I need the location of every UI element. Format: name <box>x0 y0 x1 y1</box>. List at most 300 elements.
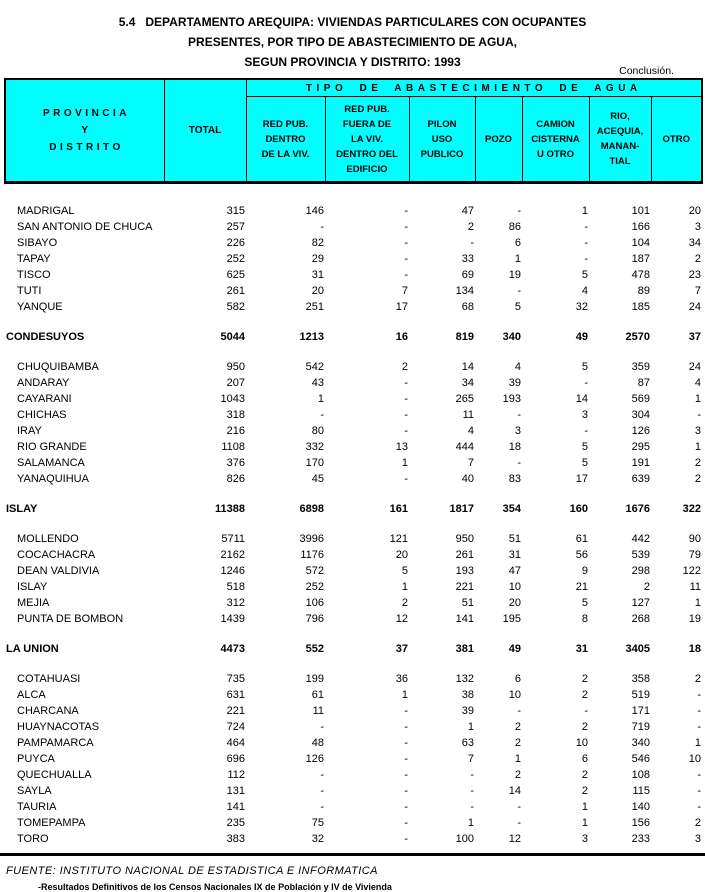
cell-value: 295 <box>631 441 650 453</box>
district-row <box>4 471 701 487</box>
cell-value: 12 <box>508 833 521 845</box>
cell-value: 10 <box>575 737 588 749</box>
cell-value: 79 <box>688 549 701 561</box>
cell-value: 23 <box>688 269 701 281</box>
row-label: CONDESUYOS <box>6 331 85 343</box>
cell-value: 191 <box>631 457 650 469</box>
row-label: MADRIGAL <box>17 205 75 217</box>
district-row <box>4 439 701 455</box>
row-label: TOMEPAMPA <box>17 817 86 829</box>
cell-value: 132 <box>455 673 474 685</box>
cell-value: 34 <box>461 377 474 389</box>
cell-value: - <box>584 425 588 437</box>
cell-value: 826 <box>226 473 245 485</box>
cell-value: 82 <box>311 237 324 249</box>
row-label: COCACHACRA <box>17 549 96 561</box>
cell-value: 2 <box>694 253 701 265</box>
province-row <box>4 501 701 517</box>
row-label: TUTI <box>17 285 42 297</box>
page-title <box>0 0 705 72</box>
cell-value: 140 <box>631 801 650 813</box>
cell-value: 43 <box>311 377 324 389</box>
cell-value: 1 <box>694 737 701 749</box>
row-label: MOLLENDO <box>17 533 79 545</box>
cell-value: 796 <box>305 613 324 625</box>
district-row <box>4 547 701 563</box>
cell-value: 199 <box>305 673 324 685</box>
district-row <box>4 219 701 235</box>
cell-value: - <box>470 237 474 249</box>
cell-value: 9 <box>581 565 588 577</box>
cell-value: 141 <box>455 613 474 625</box>
cell-value: - <box>320 221 324 233</box>
cell-value: - <box>517 457 521 469</box>
province-row <box>4 641 701 657</box>
cell-value: 2 <box>514 769 521 781</box>
cell-value: 340 <box>631 737 650 749</box>
cell-value: 950 <box>455 533 474 545</box>
cell-value: 7 <box>694 285 701 297</box>
cell-value: - <box>404 785 408 797</box>
cell-value: 6898 <box>299 503 324 515</box>
cell-value: 354 <box>502 503 521 515</box>
cell-value: 539 <box>631 549 650 561</box>
cell-value: 478 <box>631 269 650 281</box>
cell-value: 4 <box>694 377 701 389</box>
row-label: SAN ANTONIO DE CHUCA <box>17 221 153 233</box>
district-row <box>4 359 701 375</box>
col-header-rio-acequia-manantial: RIO, ACEQUIA, MANAN- TIAL <box>589 97 651 183</box>
cell-value: - <box>404 205 408 217</box>
cell-value: 3 <box>581 833 588 845</box>
cell-value: 2 <box>694 673 701 685</box>
spacer-row <box>4 315 701 329</box>
cell-value: 359 <box>631 361 650 373</box>
district-row <box>4 595 701 611</box>
cell-value: 31 <box>575 643 588 655</box>
cell-value: - <box>404 221 408 233</box>
cell-value: 2 <box>581 721 588 733</box>
cell-value: 1 <box>581 801 588 813</box>
spacer-row <box>4 345 701 359</box>
cell-value: 131 <box>226 785 245 797</box>
row-label: DEAN VALDIVIA <box>17 565 100 577</box>
cell-value: 5 <box>581 441 588 453</box>
cell-value: - <box>470 769 474 781</box>
cell-value: - <box>404 425 408 437</box>
row-label: CHICHAS <box>17 409 67 421</box>
cell-value: 696 <box>226 753 245 765</box>
cell-value: 32 <box>311 833 324 845</box>
cell-value: - <box>517 205 521 217</box>
row-label: YANAQUIHUA <box>17 473 89 485</box>
cell-value: 122 <box>682 565 701 577</box>
cell-value: 3 <box>694 833 701 845</box>
spacer-row <box>4 627 701 641</box>
district-row <box>4 563 701 579</box>
cell-value: 7 <box>467 753 474 765</box>
cell-value: 18 <box>508 441 521 453</box>
row-label: SALAMANCA <box>17 457 85 469</box>
cell-value: 5 <box>581 457 588 469</box>
cell-value: 2 <box>694 473 701 485</box>
cell-value: 20 <box>311 285 324 297</box>
cell-value: 86 <box>508 221 521 233</box>
cell-value: 161 <box>389 503 408 515</box>
cell-value: 381 <box>455 643 474 655</box>
cell-value: 20 <box>508 597 521 609</box>
district-row <box>4 235 701 251</box>
title-line-2: PRESENTES, POR TIPO DE ABASTECIMIENTO DE AGUA, <box>188 35 517 49</box>
cell-value: 340 <box>502 331 521 343</box>
cell-value: 2 <box>514 737 521 749</box>
district-row <box>4 611 701 627</box>
district-row <box>4 423 701 439</box>
col-header-total: TOTAL <box>164 79 246 183</box>
cell-value: 20 <box>688 205 701 217</box>
cell-value: 21 <box>575 581 588 593</box>
row-label: COTAHUASI <box>17 673 81 685</box>
col-header-provincia-distrito: PROVINCIA Y DISTRITO <box>5 79 164 183</box>
row-label: MEJIA <box>17 597 50 609</box>
cell-value: - <box>470 785 474 797</box>
cell-value: 61 <box>575 533 588 545</box>
cell-value: 2 <box>581 785 588 797</box>
district-row <box>4 799 701 815</box>
cell-value: 69 <box>461 269 474 281</box>
cell-value: 1 <box>401 581 408 593</box>
cell-value: 4 <box>514 361 521 373</box>
district-row <box>4 391 701 407</box>
row-label: CHUQUIBAMBA <box>17 361 99 373</box>
cell-value: 61 <box>311 689 324 701</box>
cell-value: - <box>517 801 521 813</box>
cell-value: 45 <box>311 473 324 485</box>
cell-value: - <box>404 269 408 281</box>
cell-value: 950 <box>226 361 245 373</box>
cell-value: 1 <box>694 597 701 609</box>
cell-value: - <box>584 221 588 233</box>
cell-value: - <box>404 253 408 265</box>
cell-value: 7 <box>401 285 408 297</box>
cell-value: - <box>320 769 324 781</box>
cell-value: 68 <box>461 301 474 313</box>
cell-value: 187 <box>631 253 650 265</box>
row-label: QUECHUALLA <box>17 769 92 781</box>
cell-value: 1176 <box>300 549 324 561</box>
row-label: HUAYNACOTAS <box>17 721 100 733</box>
cell-value: 106 <box>305 597 324 609</box>
cell-value: 127 <box>631 597 650 609</box>
cell-value: 112 <box>227 769 245 781</box>
cell-value: 6 <box>514 673 521 685</box>
cell-value: 572 <box>305 565 324 577</box>
title-line-1: 5.4 DEPARTAMENTO AREQUIPA: VIVIENDAS PARTICULARES CON OCUPANTES <box>118 15 587 29</box>
cell-value: - <box>404 377 408 389</box>
cell-value: 464 <box>226 737 245 749</box>
cell-value: - <box>697 689 701 701</box>
cell-value: 14 <box>461 361 474 373</box>
cell-value: 10 <box>688 753 701 765</box>
cell-value: 312 <box>226 597 245 609</box>
cell-value: 1 <box>514 253 521 265</box>
cell-value: 1439 <box>220 613 245 625</box>
cell-value: 48 <box>311 737 324 749</box>
cell-value: 18 <box>688 643 701 655</box>
col-header-camion-cisterna: CAMION CISTERNA U OTRO <box>522 97 589 183</box>
cell-value: 20 <box>395 549 408 561</box>
cell-value: 14 <box>508 785 521 797</box>
cell-value: 80 <box>311 425 324 437</box>
cell-value: - <box>697 705 701 717</box>
row-label: SIBAYO <box>17 237 58 249</box>
cell-value: 3405 <box>625 643 650 655</box>
district-row <box>4 267 701 283</box>
cell-value: - <box>320 801 324 813</box>
cell-value: 1 <box>401 457 408 469</box>
col-header-otro: OTRO <box>651 97 702 183</box>
cell-value: 261 <box>455 549 474 561</box>
cell-value: 625 <box>226 269 245 281</box>
cell-value: - <box>697 721 701 733</box>
cell-value: 235 <box>226 817 245 829</box>
cell-value: - <box>404 473 408 485</box>
cell-value: 24 <box>688 301 701 313</box>
cell-value: - <box>517 705 521 717</box>
cell-value: 6 <box>581 753 588 765</box>
cell-value: 17 <box>395 301 408 313</box>
cell-value: 171 <box>631 705 650 717</box>
cell-value: - <box>404 769 408 781</box>
row-label: CAYARANI <box>17 393 72 405</box>
cell-value: 265 <box>455 393 474 405</box>
cell-value: 315 <box>226 205 245 217</box>
cell-value: 47 <box>508 565 521 577</box>
cell-value: 1246 <box>220 565 245 577</box>
row-label: PUYCA <box>17 753 55 765</box>
cell-value: 6 <box>514 237 521 249</box>
col-header-pozo: POZO <box>475 97 522 183</box>
cell-value: 5711 <box>221 533 245 545</box>
cell-value: - <box>404 409 408 421</box>
cell-value: 5 <box>581 361 588 373</box>
cell-value: 75 <box>311 817 324 829</box>
spacer-row <box>4 487 701 501</box>
district-row <box>4 687 701 703</box>
row-label: PAMPAMARCA <box>17 737 94 749</box>
cell-value: 542 <box>305 361 324 373</box>
cell-value: 1 <box>581 205 588 217</box>
cell-value: 5 <box>581 269 588 281</box>
cell-value: 39 <box>508 377 521 389</box>
cell-value: 40 <box>461 473 474 485</box>
row-label: ISLAY <box>17 581 48 593</box>
cell-value: 126 <box>305 753 324 765</box>
district-row <box>4 375 701 391</box>
cell-value: 47 <box>461 205 474 217</box>
cell-value: 121 <box>389 533 408 545</box>
cell-value: 108 <box>631 769 650 781</box>
row-label: TAPAY <box>17 253 51 265</box>
header-row-1 <box>5 79 702 97</box>
cell-value: 49 <box>575 331 588 343</box>
cell-value: 546 <box>631 753 650 765</box>
cell-value: - <box>584 237 588 249</box>
cell-value: 10 <box>508 689 521 701</box>
cell-value: 322 <box>682 503 701 515</box>
cell-value: 115 <box>632 785 650 797</box>
cell-value: 195 <box>502 613 521 625</box>
province-row <box>4 329 701 345</box>
cell-value: 719 <box>631 721 650 733</box>
cell-value: 207 <box>226 377 245 389</box>
cell-value: 170 <box>305 457 324 469</box>
cell-value: 332 <box>305 441 324 453</box>
cell-value: - <box>697 409 701 421</box>
cell-value: 11 <box>462 409 474 421</box>
row-label: TORO <box>17 833 49 845</box>
cell-value: 518 <box>226 581 245 593</box>
district-row <box>4 767 701 783</box>
cell-value: 51 <box>508 533 521 545</box>
bottom-rule <box>0 853 705 856</box>
district-row <box>4 815 701 831</box>
district-row <box>4 407 701 423</box>
col-header-pilon-uso-publico: PILON USO PUBLICO <box>409 97 475 183</box>
district-row <box>4 783 701 799</box>
district-row <box>4 203 701 219</box>
cell-value: 1 <box>467 721 474 733</box>
cell-value: 444 <box>455 441 474 453</box>
cell-value: 735 <box>226 673 245 685</box>
cell-value: 2 <box>467 221 474 233</box>
cell-value: - <box>584 253 588 265</box>
cell-value: 24 <box>688 361 701 373</box>
cell-value: 4473 <box>220 643 245 655</box>
cell-value: 724 <box>226 721 245 733</box>
cell-value: 160 <box>569 503 588 515</box>
cell-value: 5 <box>514 301 521 313</box>
cell-value: 100 <box>455 833 474 845</box>
cell-value: - <box>697 785 701 797</box>
row-label: ISLAY <box>6 503 38 515</box>
cell-value: 582 <box>226 301 245 313</box>
district-row <box>4 531 701 547</box>
cell-value: 166 <box>631 221 650 233</box>
cell-value: 33 <box>461 253 474 265</box>
cell-value: - <box>517 285 521 297</box>
cell-value: - <box>404 393 408 405</box>
district-row <box>4 251 701 267</box>
cell-value: 193 <box>455 565 474 577</box>
cell-value: 442 <box>631 533 650 545</box>
cell-value: 2 <box>643 581 650 593</box>
cell-value: 3 <box>514 425 521 437</box>
cell-value: 11 <box>689 581 701 593</box>
cell-value: 221 <box>455 581 474 593</box>
cell-value: 376 <box>226 457 245 469</box>
cell-value: 89 <box>637 285 650 297</box>
cell-value: 552 <box>305 643 324 655</box>
cell-value: - <box>404 753 408 765</box>
cell-value: 19 <box>688 613 701 625</box>
cell-value: 318 <box>226 409 245 421</box>
title-line-3: SEGUN PROVINCIA Y DISTRITO: 1993 <box>244 55 461 69</box>
cell-value: 51 <box>461 597 474 609</box>
district-row <box>4 831 701 847</box>
cell-value: 298 <box>631 565 650 577</box>
cell-value: - <box>517 817 521 829</box>
cell-value: 11388 <box>215 503 245 515</box>
cell-value: - <box>697 769 701 781</box>
cell-value: - <box>584 377 588 389</box>
row-label: SAYLA <box>17 785 52 797</box>
cell-value: - <box>404 705 408 717</box>
row-label: IRAY <box>17 425 42 437</box>
district-row <box>4 283 701 299</box>
cell-value: 31 <box>508 549 521 561</box>
row-label: TISCO <box>17 269 51 281</box>
cell-value: 1043 <box>220 393 245 405</box>
cell-value: 2 <box>514 721 521 733</box>
cell-value: - <box>404 801 408 813</box>
cell-value: 141 <box>226 801 245 813</box>
cell-value: 134 <box>455 285 474 297</box>
cell-value: 3996 <box>299 533 324 545</box>
cell-value: 5 <box>401 565 408 577</box>
district-row <box>4 719 701 735</box>
cell-value: 3 <box>694 221 701 233</box>
cell-value: - <box>517 409 521 421</box>
cell-value: 56 <box>575 549 588 561</box>
cell-value: 11 <box>312 705 324 717</box>
cell-value: 5 <box>581 597 588 609</box>
cell-value: 29 <box>311 253 324 265</box>
district-row <box>4 735 701 751</box>
cell-value: 101 <box>631 205 650 217</box>
col-header-red-pub-dentro: RED PUB. DENTRO DE LA VIV. <box>246 97 325 183</box>
cell-value: - <box>404 237 408 249</box>
cell-value: 37 <box>688 331 701 343</box>
cell-value: - <box>320 785 324 797</box>
cell-value: 1 <box>694 393 701 405</box>
district-row <box>4 455 701 471</box>
cell-value: 233 <box>631 833 650 845</box>
cell-value: 32 <box>575 301 588 313</box>
cell-value: 146 <box>305 205 324 217</box>
row-label: RIO GRANDE <box>17 441 87 453</box>
cell-value: 1 <box>514 753 521 765</box>
cell-value: - <box>697 801 701 813</box>
cell-value: 252 <box>226 253 245 265</box>
cell-value: 4 <box>467 425 474 437</box>
cell-value: 104 <box>631 237 650 249</box>
cell-value: - <box>320 721 324 733</box>
cell-value: 185 <box>631 301 650 313</box>
cell-value: 49 <box>508 643 521 655</box>
cell-value: 10 <box>508 581 521 593</box>
cell-value: 12 <box>395 613 408 625</box>
cell-value: 2 <box>581 673 588 685</box>
cell-value: 2570 <box>625 331 650 343</box>
cell-value: 13 <box>395 441 408 453</box>
cell-value: 63 <box>461 737 474 749</box>
cell-value: 304 <box>631 409 650 421</box>
row-label: CHARCANA <box>17 705 79 717</box>
cell-value: 226 <box>226 237 245 249</box>
cell-value: 7 <box>467 457 474 469</box>
cell-value: 1 <box>581 817 588 829</box>
